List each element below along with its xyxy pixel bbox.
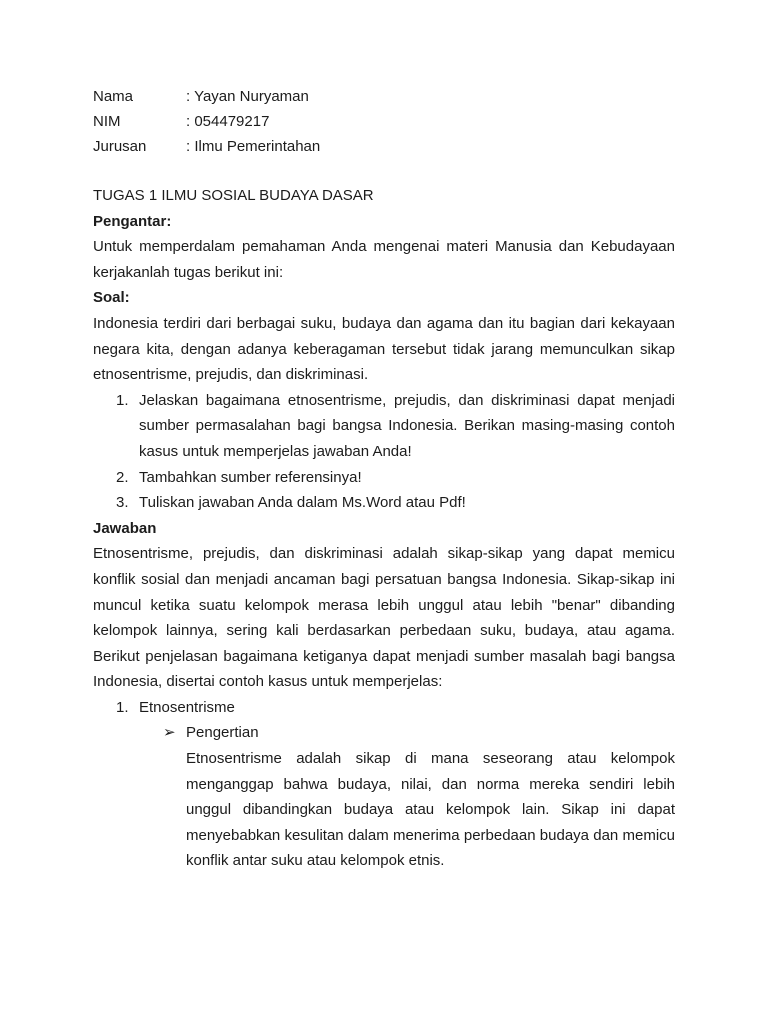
list-item (93, 465, 675, 491)
major-row (93, 134, 675, 159)
nim-value: : 054479217 (186, 113, 270, 130)
sub-section (93, 720, 675, 746)
nim-row (93, 109, 675, 134)
list-item-text: Tambahkan sumber referensinya! (139, 468, 362, 486)
list-item (93, 695, 675, 721)
list-item-text: Jelaskan bagaimana etnosentrisme, prejudis, dan diskriminasi dapat menjadi sumber permasalahan bagi bangsa Indonesia. Berikan masing-masing contoh kasus untuk memperjelas jawaban Anda! (139, 391, 675, 460)
list-item (93, 388, 675, 465)
list-item (93, 490, 675, 516)
intro-text: Untuk memperdalam pemahaman Anda mengenai materi Manusia dan Kebudayaan kerjakanlah tugas berikut ini: (93, 238, 675, 281)
bullet-label: Pengertian (186, 724, 259, 742)
name-label: Nama (93, 88, 134, 105)
nim-label: NIM (93, 113, 121, 130)
document-title: TUGAS 1 ILMU SOSIAL BUDAYA DASAR (93, 187, 374, 204)
bullet-item (163, 720, 675, 746)
question-heading: Soal: (93, 289, 130, 307)
arrow-bullet-icon: ➢ (163, 724, 176, 742)
list-item-text: Etnosentrisme (139, 698, 235, 716)
major-value: : Ilmu Pemerintahan (186, 138, 321, 155)
question-text: Indonesia terdiri dari berbagai suku, budaya dan agama dan itu bagian dari kekayaan negara kita, dengan adanya keberagaman tersebut tidak jarang memunculkan sikap etnosentrisme, prejudis, dan diskriminasi. (93, 314, 675, 384)
answer-heading: Jawaban (93, 519, 157, 537)
list-number: 1. (116, 391, 129, 409)
answer-text: Etnosentrisme, prejudis, dan diskriminasi adalah sikap-sikap yang dapat memicu konflik sosial dan menjadi ancaman bagi persatuan bangsa Indonesia. Sikap-sikap ini muncul ketika suatu kelompok merasa lebih unggul atau lebih "benar" dibanding kelompok lainnya, sering kali berdasarkan perbedaan suku, budaya, atau agama. Berikut penjelasan bagaimana ketiganya dapat menjadi sumber masalah bagi bangsa Indonesia, disertai contoh kasus untuk memperjelas: (93, 545, 675, 691)
intro-heading: Pengantar: (93, 212, 172, 230)
list-number: 2. (116, 468, 129, 486)
name-row (93, 84, 675, 109)
definition-text: Etnosentrisme adalah sikap di mana seseorang atau kelompok menganggap bahwa budaya, nilai, dan norma mereka sendiri lebih unggul dibandingkan budaya atau kelompok lain. Sikap ini dapat menyebabkan kesulitan dalam menerima perbedaan budaya dan memicu konflik antar suku atau kelompok etnis. (186, 750, 675, 870)
major-label: Jurusan (93, 138, 147, 155)
spacer (93, 159, 675, 183)
question-list (93, 388, 675, 516)
document-page (93, 84, 675, 874)
answer-list (93, 695, 675, 721)
name-value: : Yayan Nuryaman (186, 88, 309, 105)
list-number: 3. (116, 494, 129, 512)
list-item-text: Tuliskan jawaban Anda dalam Ms.Word atau Pdf! (139, 494, 466, 512)
list-number: 1. (116, 698, 129, 716)
